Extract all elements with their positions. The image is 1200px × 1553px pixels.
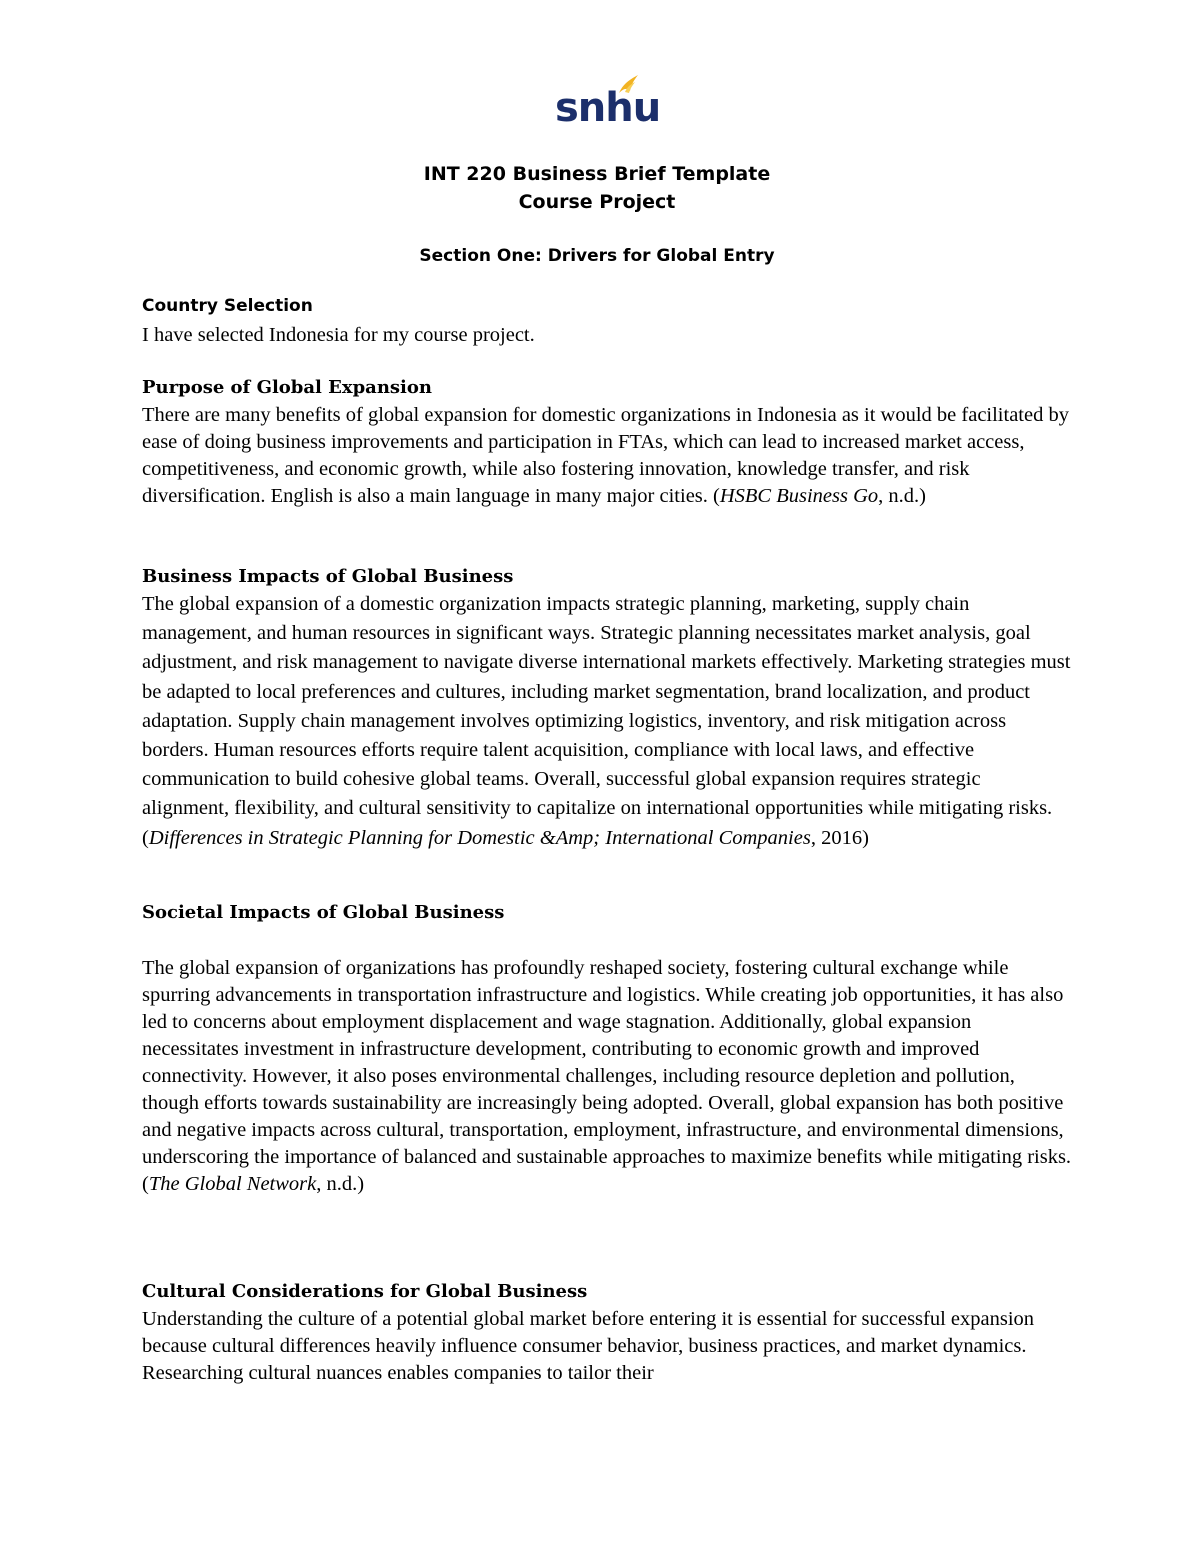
purpose-text [142,402,1072,510]
snhu-logo [555,74,685,136]
societal-impacts-heading: Societal Impacts of Global Business [142,902,505,923]
business-impacts-citation-title: Differences in Strategic Planning for Domestic &Amp; International Companies [148,826,811,849]
document-title: INT 220 Business Brief Template [423,163,771,185]
logo-wordmark: snhu [555,85,661,131]
purpose-body: There are many benefits of global expansion for domestic organizations in Indonesia as it would be facilitated by ease of doing business improvements and participation in FTAs, which can lead to increased market access, competitiveness, and economic growth, while also fostering innovation, knowledge transfer, and risk diversification. English is also a main language in many major cities. ( [142,404,1069,507]
section-heading: Section One: Drivers for Global Entry [419,246,775,266]
cultural-text: Understanding the culture of a potential global market before entering it is essential for successful expansion because cultural differences heavily influence consumer behavior, business practices, and market dynamics. Researching cultural nuances enables companies to tailor their [142,1308,1035,1384]
societal-impacts-body: The global expansion of organizations has profoundly reshaped society, fostering cultural exchange while spurring advancements in transportation infrastructure and logistics. While creating job opportunities, it has also led to concerns about employment displacement and wage stagnation. Additionally, global expansion necessitates investment in infrastructure development, contributing to economic growth and improved connectivity. However, it also poses environmental challenges, including resource depletion and pollution, though efforts towards sustainability are increasingly being adopted. Overall, global expansion has both positive and negative impacts across cultural, transportation, employment, infrastructure, and environmental dimensions, underscoring the importance of balanced and sustainable approaches to maximize benefits while mitigating risks. ( [142,957,1072,1195]
document-title-block [142,160,1052,216]
business-impacts-text [142,590,1072,853]
business-impacts-body: The global expansion of a domestic organization impacts strategic planning, marketing, supply chain management, and human resources in significant ways. Strategic planning necessitates market analysis, goal adjustment, and risk management to navigate diverse international markets effectively. Marketing strategies must be adapted to local preferences and cultures, including market segmentation, brand localization, and product adaptation. Supply chain management involves optimizing logistics, inventory, and risk mitigation across borders. Human resources efforts require talent acquisition, compliance with local laws, and effective communication to build cohesive global teams. Overall, successful global expansion requires strategic alignment, flexibility, and cultural sensitivity to capitalize on international opportunities while mitigating risks. ( [142,593,1071,849]
cultural-heading: Cultural Considerations for Global Business [142,1281,588,1302]
business-impacts-heading: Business Impacts of Global Business [142,566,514,587]
country-selection-text: I have selected Indonesia for my course project. [142,324,535,346]
purpose-citation-title: HSBC Business Go [719,485,879,507]
country-selection-heading: Country Selection [142,296,313,316]
societal-impacts-citation-title: The Global Network [148,1173,317,1195]
business-impacts-citation-rest: , 2016) [810,826,869,849]
societal-impacts-citation-rest: , n.d.) [316,1173,365,1195]
document-subtitle: Course Project [518,191,676,213]
societal-impacts-text [142,955,1072,1198]
purpose-citation-rest: , n.d.) [878,485,926,507]
purpose-heading: Purpose of Global Expansion [142,377,432,398]
